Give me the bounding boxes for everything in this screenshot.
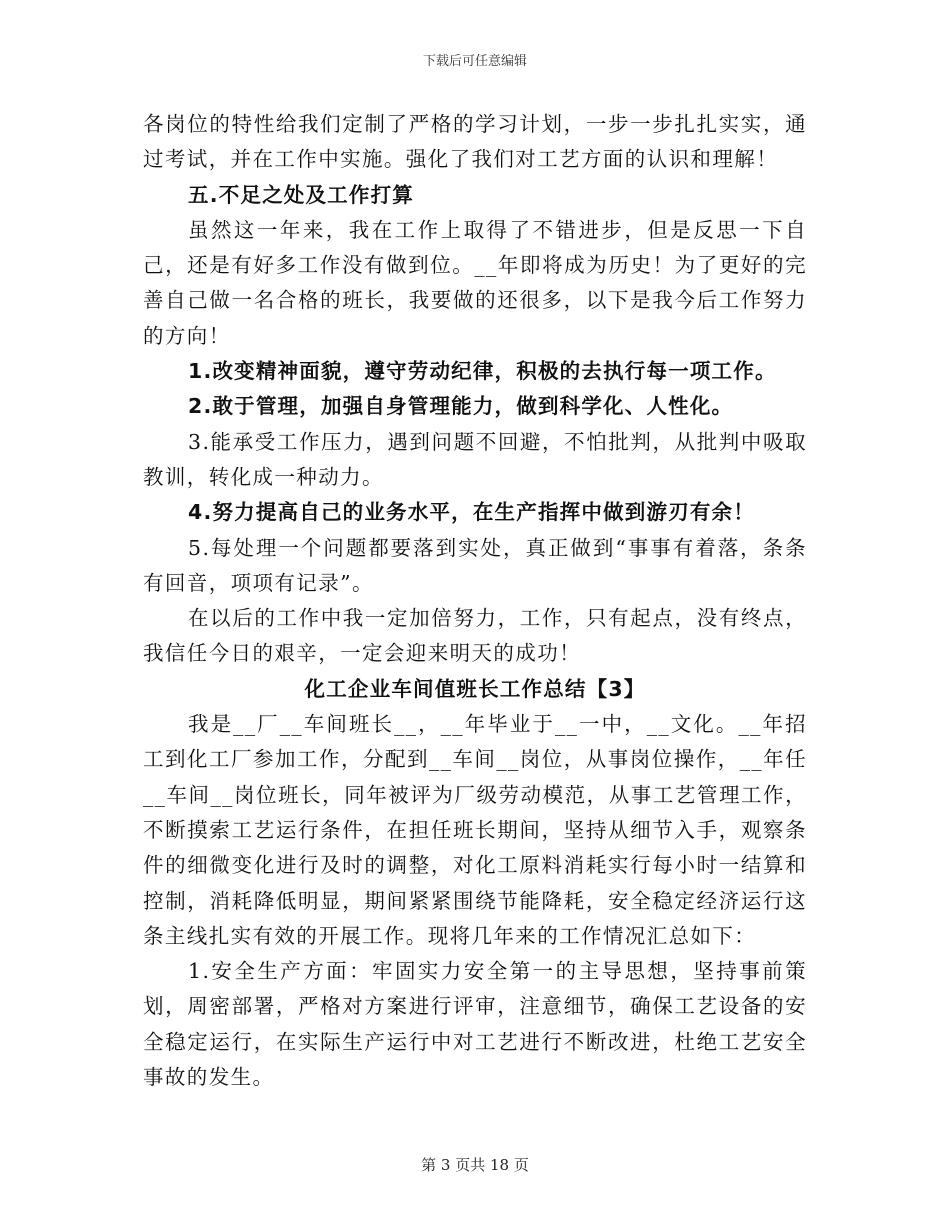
section-heading-shortcomings: 五.不足之处及工作打算 xyxy=(188,182,414,207)
paragraph-closing: 在以后的工作中我一定加倍努力，工作，只有起点，没有终点，我信任今日的艰辛，一定会迎来明天的成功！ xyxy=(143,606,807,666)
page-header: 下载后可任意编辑 xyxy=(422,54,527,69)
paragraph-safety: 1.安全生产方面：牢固实力安全第一的主导思想，坚持事前策划，周密部署，严格对方案进行评审，注意细节，确保工艺设备的安全稳定运行，在实际生产运行中对工艺进行不断改进，杜绝工艺安全事故的发生。 xyxy=(143,959,807,1090)
list-item-5: 5.每处理一个问题都要落到实处，真正做到“事事有着落，条条有回音，项项有记录”。 xyxy=(143,535,807,595)
document-body xyxy=(143,107,807,1095)
paragraph-reflection: 虽然这一年来，我在工作上取得了不错进步，但是反思一下自己，还是有好多工作没有做到位。__年即将成为历史！为了更好的完善自己做一名合格的班长，我要做的还很多，以下是我今后工作努力的方向！ xyxy=(143,217,807,348)
list-item-1: 1.改变精神面貌，遵守劳动纪律，积极的去执行每一项工作。 xyxy=(188,359,777,384)
section-title: 化工企业车间值班长工作总结【3】 xyxy=(304,676,646,701)
paragraph-introduction: 我是__厂__车间班长__，__年毕业于__一中，__文化。__年招工到化工厂参加工作，分配到__车间__岗位，从事岗位操作，__年任__车间__岗位班长，同年被评为厂级劳动模范，从事工艺管理工作，不断摸索工艺运行条件，在担任班长期间，坚持从细节入手，观察条件的细微变化进行及时的调整，对化工原料消耗实行每小时一结算和控制，消耗降低明显，期间紧紧围绕节能降耗，安全稳定经济运行这条主线扎实有效的开展工作。现将几年来的工作情况汇总如下： xyxy=(143,712,807,948)
list-item-3: 3.能承受工作压力，遇到问题不回避，不怕批判，从批判中吸取教训，转化成一种动力。 xyxy=(143,429,807,489)
list-item-2: 2.敢于管理，加强自身管理能力，做到科学化、人性化。 xyxy=(188,394,734,419)
paragraph-continuation: 各岗位的特性给我们定制了严格的学习计划，一步一步扎扎实实，通过考试，并在工作中实施。强化了我们对工艺方面的认识和理解！ xyxy=(143,112,807,172)
list-item-4: 4.努力提高自己的业务水平，在生产指挥中做到游刃有余！ xyxy=(188,500,755,525)
page-footer: 第 3 页共 18 页 xyxy=(421,1156,529,1174)
